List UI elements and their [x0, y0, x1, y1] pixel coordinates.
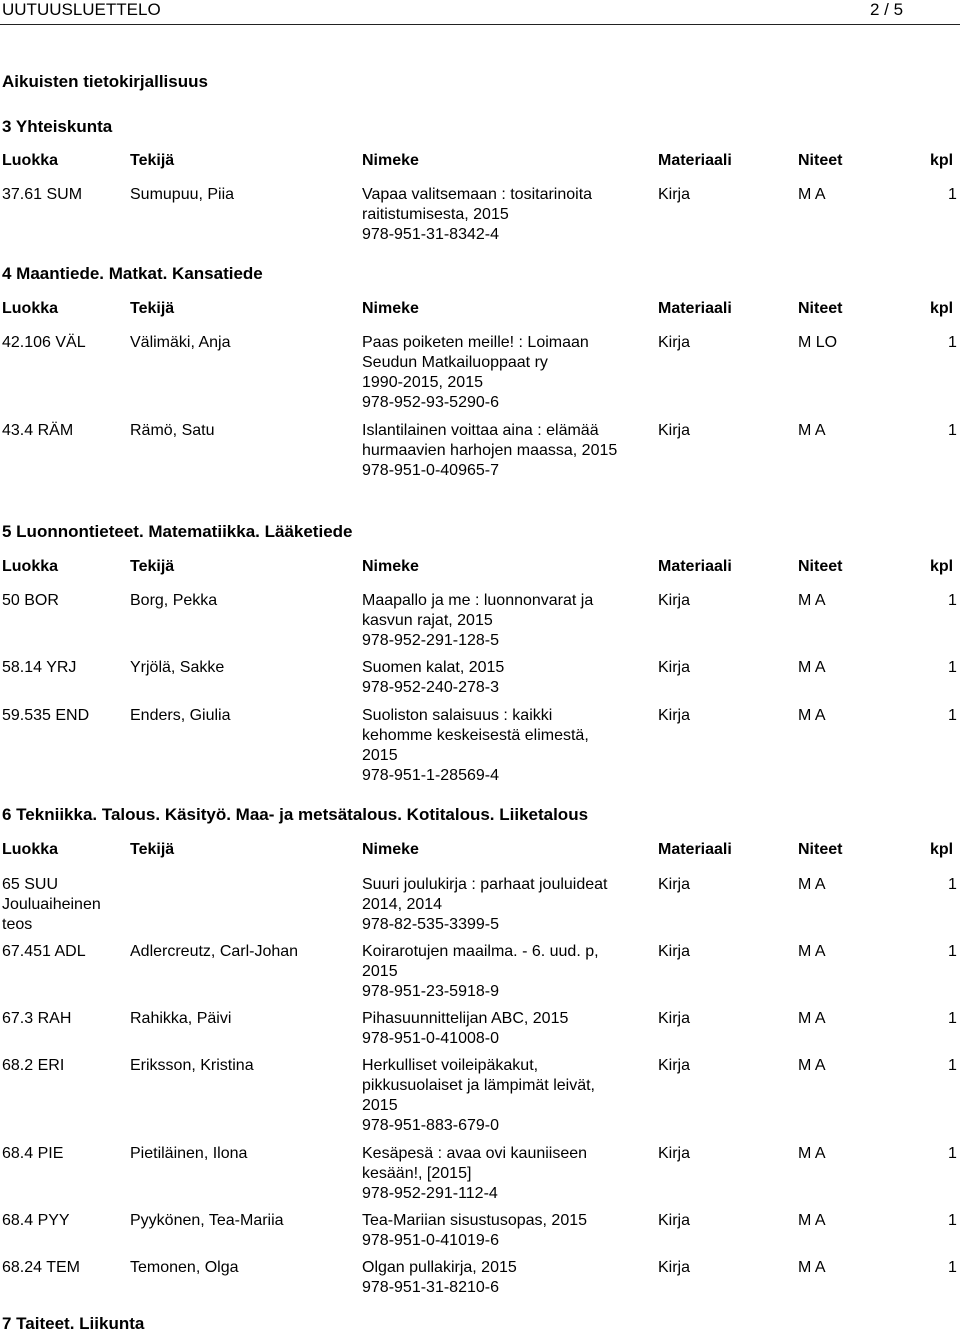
row-luokka: 43.4 RÄM — [2, 422, 74, 439]
nimeke-line: 978-952-240-278-3 — [362, 679, 499, 696]
row-materiaali: Kirja — [658, 943, 691, 960]
row-kpl: 1 — [948, 422, 957, 439]
nimeke-line: 978-951-23-5918-9 — [362, 983, 499, 1000]
row-nimeke — [362, 658, 630, 698]
row-niteet: M A — [798, 1145, 826, 1162]
row-materiaali: Kirja — [658, 1057, 691, 1074]
row-materiaali: Kirja — [658, 1145, 691, 1162]
row-niteet: M A — [798, 1259, 826, 1276]
nimeke-line: Tea-Mariian sisustusopas, 2015 — [362, 1212, 588, 1229]
row-niteet: M A — [798, 659, 826, 676]
nimeke-line: raitistumisesta, 2015 — [362, 206, 509, 223]
row-tekija: Välimäki, Anja — [130, 334, 231, 351]
row-materiaali: Kirja — [658, 707, 691, 724]
col-kpl: kpl — [930, 558, 954, 575]
row-luokka: 67.451 ADL — [2, 943, 86, 960]
row-tekija: Yrjölä, Sakke — [130, 659, 225, 676]
nimeke-line: 978-951-0-41008-0 — [362, 1030, 499, 1047]
row-niteet: M LO — [798, 334, 838, 351]
row-luokka: 65 SUU Jouluaiheinen teos — [2, 876, 101, 933]
row-materiaali: Kirja — [658, 334, 691, 351]
row-nimeke — [362, 591, 630, 651]
nimeke-line: 2015 — [362, 747, 398, 764]
col-materiaali: Materiaali — [658, 841, 732, 858]
row-tekija: Adlercreutz, Carl-Johan — [130, 943, 299, 960]
row-nimeke — [362, 1211, 630, 1251]
row-materiaali: Kirja — [658, 422, 691, 439]
nimeke-line: Islantilainen voittaa aina : elämää — [362, 422, 599, 439]
row-kpl: 1 — [948, 186, 957, 203]
col-niteet: Niteet — [798, 841, 843, 858]
row-luokka: 68.4 PIE — [2, 1145, 64, 1162]
nimeke-line: Kesäpesä : avaa ovi kauniiseen — [362, 1145, 588, 1162]
row-niteet: M A — [798, 1057, 826, 1074]
nimeke-line: Maapallo ja me : luonnonvarat ja — [362, 592, 594, 609]
row-kpl: 1 — [948, 1259, 957, 1276]
row-materiaali: Kirja — [658, 1212, 691, 1229]
row-kpl: 1 — [948, 707, 957, 724]
row-nimeke — [362, 1009, 630, 1049]
row-kpl: 1 — [948, 1010, 957, 1027]
col-nimeke: Nimeke — [362, 558, 419, 575]
nimeke-line: hurmaavien harhojen maassa, 2015 — [362, 442, 618, 459]
row-nimeke — [362, 185, 630, 245]
col-nimeke: Nimeke — [362, 841, 419, 858]
row-niteet: M A — [798, 876, 826, 893]
col-niteet: Niteet — [798, 558, 843, 575]
section-title: 7 Taiteet. Liikunta — [2, 1314, 145, 1333]
table-header — [0, 558, 960, 578]
row-nimeke — [362, 1056, 630, 1136]
row-luokka: 58.14 YRJ — [2, 659, 77, 676]
row-luokka: 50 BOR — [2, 592, 59, 609]
col-niteet: Niteet — [798, 300, 843, 317]
row-niteet: M A — [798, 707, 826, 724]
row-luokka: 68.2 ERI — [2, 1057, 65, 1074]
row-niteet: M A — [798, 943, 826, 960]
table-header — [0, 152, 960, 172]
nimeke-line: 978-952-291-112-4 — [362, 1185, 498, 1202]
nimeke-line: Seudun Matkailuoppaat ry — [362, 354, 548, 371]
row-materiaali: Kirja — [658, 186, 691, 203]
row-luokka: 37.61 SUM — [2, 186, 83, 203]
table-header — [0, 841, 960, 861]
section-title: 4 Maantiede. Matkat. Kansatiede — [2, 264, 263, 283]
nimeke-line: Pihasuunnittelijan ABC, 2015 — [362, 1010, 569, 1027]
col-kpl: kpl — [930, 152, 954, 169]
row-nimeke — [362, 1144, 630, 1204]
row-luokka: 42.106 VÄL — [2, 334, 86, 351]
nimeke-line: 2014, 2014 — [362, 896, 443, 913]
nimeke-line: 978-951-883-679-0 — [362, 1117, 499, 1134]
row-tekija: Pietiläinen, Ilona — [130, 1145, 248, 1162]
col-materiaali: Materiaali — [658, 558, 732, 575]
row-kpl: 1 — [948, 1212, 957, 1229]
row-niteet: M A — [798, 1212, 826, 1229]
nimeke-line: kehomme keskeisestä elimestä, — [362, 727, 589, 744]
col-materiaali: Materiaali — [658, 300, 732, 317]
col-luokka: Luokka — [2, 300, 59, 317]
table-header — [0, 300, 960, 320]
section-title: 3 Yhteiskunta — [2, 117, 113, 136]
row-kpl: 1 — [948, 592, 957, 609]
row-materiaali: Kirja — [658, 876, 691, 893]
row-materiaali: Kirja — [658, 592, 691, 609]
row-tekija: Sumupuu, Piia — [130, 186, 235, 203]
nimeke-line: 978-951-0-41019-6 — [362, 1232, 499, 1249]
row-kpl: 1 — [948, 334, 957, 351]
row-kpl: 1 — [948, 1057, 957, 1074]
row-nimeke — [362, 706, 630, 786]
nimeke-line: 978-951-31-8342-4 — [362, 226, 499, 243]
nimeke-line: 978-951-0-40965-7 — [362, 462, 499, 479]
page-number: 2 / 5 — [870, 0, 904, 19]
row-tekija: Borg, Pekka — [130, 592, 218, 609]
nimeke-line: Olgan pullakirja, 2015 — [362, 1259, 517, 1276]
row-nimeke — [362, 421, 630, 481]
col-tekija: Tekijä — [130, 300, 175, 317]
nimeke-line: Herkulliset voileipäkakut, — [362, 1057, 539, 1074]
row-luokka: 59.535 END — [2, 707, 90, 724]
col-materiaali: Materiaali — [658, 152, 732, 169]
row-tekija: Pyykönen, Tea-Mariia — [130, 1212, 284, 1229]
row-tekija: Enders, Giulia — [130, 707, 231, 724]
nimeke-line: 978-82-535-3399-5 — [362, 916, 499, 933]
row-niteet: M A — [798, 422, 826, 439]
row-nimeke — [362, 875, 630, 935]
nimeke-line: Vapaa valitsemaan : tositarinoita — [362, 186, 593, 203]
header-divider — [0, 24, 960, 25]
col-tekija: Tekijä — [130, 152, 175, 169]
row-tekija: Rämö, Satu — [130, 422, 215, 439]
row-niteet: M A — [798, 592, 826, 609]
row-kpl: 1 — [948, 876, 957, 893]
col-luokka: Luokka — [2, 152, 59, 169]
col-tekija: Tekijä — [130, 841, 175, 858]
row-nimeke — [362, 942, 630, 1002]
col-nimeke: Nimeke — [362, 152, 419, 169]
row-nimeke — [362, 1258, 630, 1298]
nimeke-line: 1990-2015, 2015 — [362, 374, 483, 391]
row-niteet: M A — [798, 186, 826, 203]
row-kpl: 1 — [948, 943, 957, 960]
nimeke-line: 978-952-291-128-5 — [362, 632, 499, 649]
row-luokka: 68.24 TEM — [2, 1259, 80, 1276]
row-nimeke — [362, 333, 630, 413]
row-tekija: Temonen, Olga — [130, 1259, 239, 1276]
nimeke-line: pikkusuolaiset ja lämpimät leivät, — [362, 1077, 595, 1094]
nimeke-line: 2015 — [362, 1097, 398, 1114]
col-kpl: kpl — [930, 300, 954, 317]
row-tekija: Rahikka, Päivi — [130, 1010, 232, 1027]
col-nimeke: Nimeke — [362, 300, 419, 317]
row-kpl: 1 — [948, 659, 957, 676]
category-heading: Aikuisten tietokirjallisuus — [2, 72, 208, 91]
nimeke-line: 978-951-1-28569-4 — [362, 767, 499, 784]
row-tekija: Eriksson, Kristina — [130, 1057, 254, 1074]
col-kpl: kpl — [930, 841, 954, 858]
row-materiaali: Kirja — [658, 659, 691, 676]
nimeke-line: kasvun rajat, 2015 — [362, 612, 493, 629]
col-luokka: Luokka — [2, 558, 59, 575]
row-luokka: 67.3 RAH — [2, 1010, 72, 1027]
row-kpl: 1 — [948, 1145, 957, 1162]
nimeke-line: Paas poiketen meille! : Loimaan — [362, 334, 589, 351]
section-title: 6 Tekniikka. Talous. Käsityö. Maa- ja metsätalous. Kotitalous. Liiketalous — [2, 805, 589, 824]
row-materiaali: Kirja — [658, 1259, 691, 1276]
nimeke-line: Suuri joulukirja : parhaat jouluideat — [362, 876, 608, 893]
section-title: 5 Luonnontieteet. Matematiikka. Lääketiede — [2, 522, 353, 541]
col-niteet: Niteet — [798, 152, 843, 169]
nimeke-line: Suoliston salaisuus : kaikki — [362, 707, 553, 724]
nimeke-line: kesään!, [2015] — [362, 1165, 472, 1182]
nimeke-line: Suomen kalat, 2015 — [362, 659, 505, 676]
nimeke-line: 2015 — [362, 963, 398, 980]
row-niteet: M A — [798, 1010, 826, 1027]
row-luokka: 68.4 PYY — [2, 1212, 70, 1229]
nimeke-line: 978-952-93-5290-6 — [362, 394, 499, 411]
row-materiaali: Kirja — [658, 1010, 691, 1027]
nimeke-line: Koirarotujen maailma. - 6. uud. p, — [362, 943, 599, 960]
col-luokka: Luokka — [2, 841, 59, 858]
catalog-title: UUTUUSLUETTELO — [2, 0, 161, 19]
nimeke-line: 978-951-31-8210-6 — [362, 1279, 499, 1296]
col-tekija: Tekijä — [130, 558, 175, 575]
